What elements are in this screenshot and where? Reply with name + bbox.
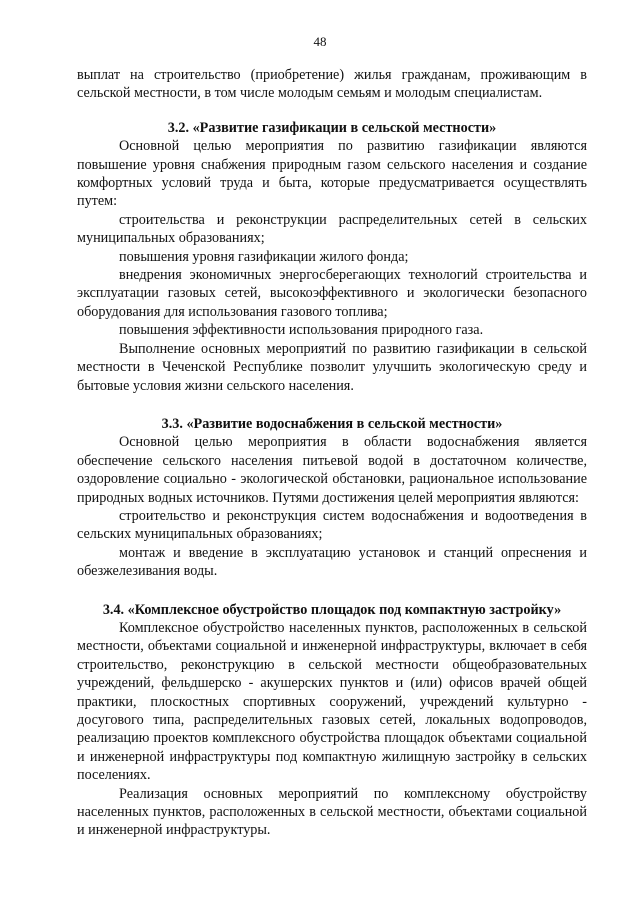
list-item: строительства и реконструкции распределительных сетей в сельских муниципальных образованиях; xyxy=(77,211,587,247)
section-heading-3-3: 3.3. «Развитие водоснабжения в сельской местности» xyxy=(161,415,503,432)
page-number: 48 xyxy=(313,34,327,49)
list-item: монтаж и введение в эксплуатацию установок и станций опреснения и обезжелезивания воды. xyxy=(77,544,587,580)
paragraph: Комплексное обустройство населенных пунктов, расположенных в сельской местности, объектами социальной и инженерной инфраструктуры, включает в себя строительство, реконструкцию в сельской местности общеобразовательных учреждений, фельдшерско - акушерских пунктов и (или) офисов врачей общей практики, плоскостных спортивных сооружений, учреждений культурно - досугового типа, распределительных газовых сетей, локальных водопроводов, реализацию проектов комплексного обустройства площадок объектами социальной и инженерной инфраструктуры под компактную жилищную застройку в сельских поселениях. xyxy=(77,619,587,784)
list-item: повышения уровня газификации жилого фонда; xyxy=(119,248,409,265)
list-item: строительство и реконструкция систем водоснабжения и водоотведения в сельских муниципальных образованиях; xyxy=(77,507,587,543)
list-item: повышения эффективности использования природного газа. xyxy=(119,322,484,339)
paragraph: Реализация основных мероприятий по комплексному обустройству населенных пунктов, расположенных в сельской местности, объектами социальной и инженерной инфраструктуры. xyxy=(77,785,587,839)
paragraph: Основной целью мероприятия в области водоснабжения является обеспечение сельского населения питьевой водой в достаточном количестве, оздоровление социально - экологической обстановки, рациональное использование природных водных источников. Путями достижения целей мероприятия являются: xyxy=(77,434,587,506)
paragraph: Основной целью мероприятия по развитию газификации являются повышение уровня снабжения природным газом сельского населения и создание комфортных условий труда и быта, которые предусматривается осуществлять путем: xyxy=(77,138,587,210)
paragraph: Выполнение основных мероприятий по развитию газификации в сельской местности в Чеченской Республике позволит улучшить экологическую среду и бытовые условия жизни сельского населения. xyxy=(77,340,587,394)
list-item: внедрения экономичных энергосберегающих технологий строительства и эксплуатации газовых сетей, высокоэффективного и экологически безопасного оборудования для использования газового топлива; xyxy=(77,267,587,320)
paragraph-intro: выплат на строительство (приобретение) жилья гражданам, проживающим в сельской местности, в том числе молодым семьям и молодым специалистам. xyxy=(77,67,587,102)
document-body xyxy=(77,66,587,840)
section-heading-3-2: 3.2. «Развитие газификации в сельской местности» xyxy=(167,119,497,136)
section-heading-3-4: 3.4. «Комплексное обустройство площадок под компактную застройку» xyxy=(102,601,562,618)
